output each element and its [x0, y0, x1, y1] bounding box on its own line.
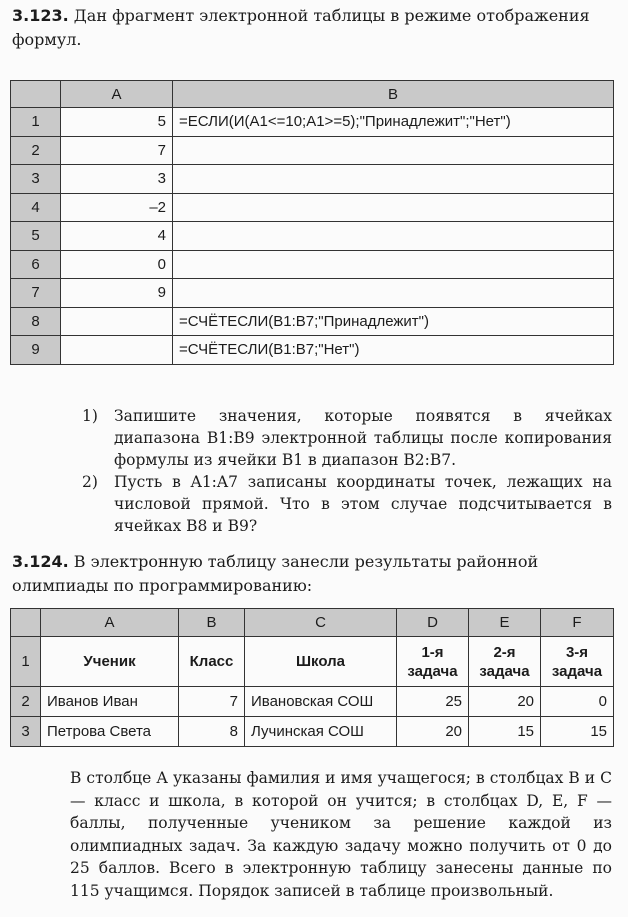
spreadsheet-formulas	[10, 80, 614, 365]
row-header: 2	[11, 136, 61, 165]
cell-a: 3	[61, 165, 173, 194]
header-cell: 1-я задача	[397, 637, 469, 687]
table-row	[11, 637, 614, 687]
table-cell: Петрова Света	[41, 717, 179, 747]
header-cell: Класс	[179, 637, 245, 687]
column-header-f: F	[541, 609, 614, 637]
task-3-124-description: В столбце А указаны фамилия и имя учащегося; в столбцах В и С — класс и школа, в которой он учится; в столбцах D, E, F — баллы, полученные учеником за решение каждой из олимпиадных задач. За каждую задачу можно получить от 0 до 25 баллов. Всего в электронную таблицу занесены данные по 115 учащимся. Порядок записей в таблице произвольный.	[70, 769, 612, 900]
column-header-e: E	[469, 609, 541, 637]
table-row	[11, 250, 614, 279]
table-row	[11, 336, 614, 365]
table-cell: 15	[469, 717, 541, 747]
task-3-123-questions	[82, 405, 612, 537]
column-header-a: A	[41, 609, 179, 637]
cell-a: 4	[61, 222, 173, 251]
cell-b: =СЧЁТЕСЛИ(B1:B7;"Принадлежит")	[173, 307, 614, 336]
row-header: 7	[11, 279, 61, 308]
spreadsheet-olympiad	[10, 608, 614, 747]
header-cell: 2-я задача	[469, 637, 541, 687]
row-header: 1	[11, 637, 41, 687]
question-2	[82, 471, 612, 537]
column-header-c: C	[245, 609, 397, 637]
table-cell: 15	[541, 717, 614, 747]
column-header-row	[11, 81, 614, 108]
question-text: Запишите значения, которые появятся в ячейках диапазона B1:B9 электронной таблицы после копирования формулы из ячейки B1 в диапазон B2:B7.	[114, 407, 612, 469]
cell-b	[173, 136, 614, 165]
cell-a: 5	[61, 108, 173, 137]
cell-b: =СЧЁТЕСЛИ(B1:B7;"Нет")	[173, 336, 614, 365]
column-header-row	[11, 609, 614, 637]
column-header-d: D	[397, 609, 469, 637]
table-row	[11, 307, 614, 336]
table-row	[11, 687, 614, 717]
cell-a: 7	[61, 136, 173, 165]
row-header: 2	[11, 687, 41, 717]
column-header-a: A	[61, 81, 173, 108]
cell-a: 0	[61, 250, 173, 279]
table-cell: 7	[179, 687, 245, 717]
header-cell: Ученик	[41, 637, 179, 687]
table-cell: Иванов Иван	[41, 687, 179, 717]
question-text: Пусть в A1:A7 записаны координаты точек, лежащих на числовой прямой. Что в этом случае подсчитывается в ячейках B8 и B9?	[114, 473, 612, 535]
table-row	[11, 108, 614, 137]
task-3-124-heading	[12, 550, 616, 598]
table-cell: 8	[179, 717, 245, 747]
cell-a	[61, 336, 173, 365]
question-number: 1)	[82, 407, 98, 425]
header-cell: 3-я задача	[541, 637, 614, 687]
table-cell: Ивановская СОШ	[245, 687, 397, 717]
question-number: 2)	[82, 473, 98, 491]
cell-b	[173, 250, 614, 279]
cell-b	[173, 279, 614, 308]
table-row	[11, 222, 614, 251]
cell-b	[173, 222, 614, 251]
cell-a: –2	[61, 193, 173, 222]
task-statement: Дан фрагмент электронной таблицы в режиме отображения формул.	[12, 6, 590, 49]
row-header: 1	[11, 108, 61, 137]
cell-b	[173, 165, 614, 194]
row-header: 6	[11, 250, 61, 279]
row-header: 5	[11, 222, 61, 251]
task-3-123-heading	[12, 4, 616, 52]
table-cell: 0	[541, 687, 614, 717]
column-header-b: B	[179, 609, 245, 637]
table-cell: 20	[397, 717, 469, 747]
row-header: 8	[11, 307, 61, 336]
table-cell: 20	[469, 687, 541, 717]
table-row	[11, 193, 614, 222]
table-row	[11, 136, 614, 165]
corner-cell	[11, 609, 41, 637]
table-row	[11, 165, 614, 194]
task-number: 3.123.	[12, 6, 69, 25]
task-statement: В электронную таблицу занесли результаты районной олимпиады по программированию:	[12, 552, 539, 595]
table-cell: 25	[397, 687, 469, 717]
table-row	[11, 279, 614, 308]
task-number: 3.124.	[12, 552, 69, 571]
question-1	[82, 405, 612, 471]
cell-b: =ЕСЛИ(И(A1<=10;A1>=5);"Принадлежит";"Нет")	[173, 108, 614, 137]
row-header: 3	[11, 717, 41, 747]
table-cell: Лучинская СОШ	[245, 717, 397, 747]
corner-cell	[11, 81, 61, 108]
header-cell: Школа	[245, 637, 397, 687]
cell-b	[173, 193, 614, 222]
cell-a: 9	[61, 279, 173, 308]
row-header: 3	[11, 165, 61, 194]
cell-a	[61, 307, 173, 336]
row-header: 4	[11, 193, 61, 222]
row-header: 9	[11, 336, 61, 365]
column-header-b: B	[173, 81, 614, 108]
table-row	[11, 717, 614, 747]
